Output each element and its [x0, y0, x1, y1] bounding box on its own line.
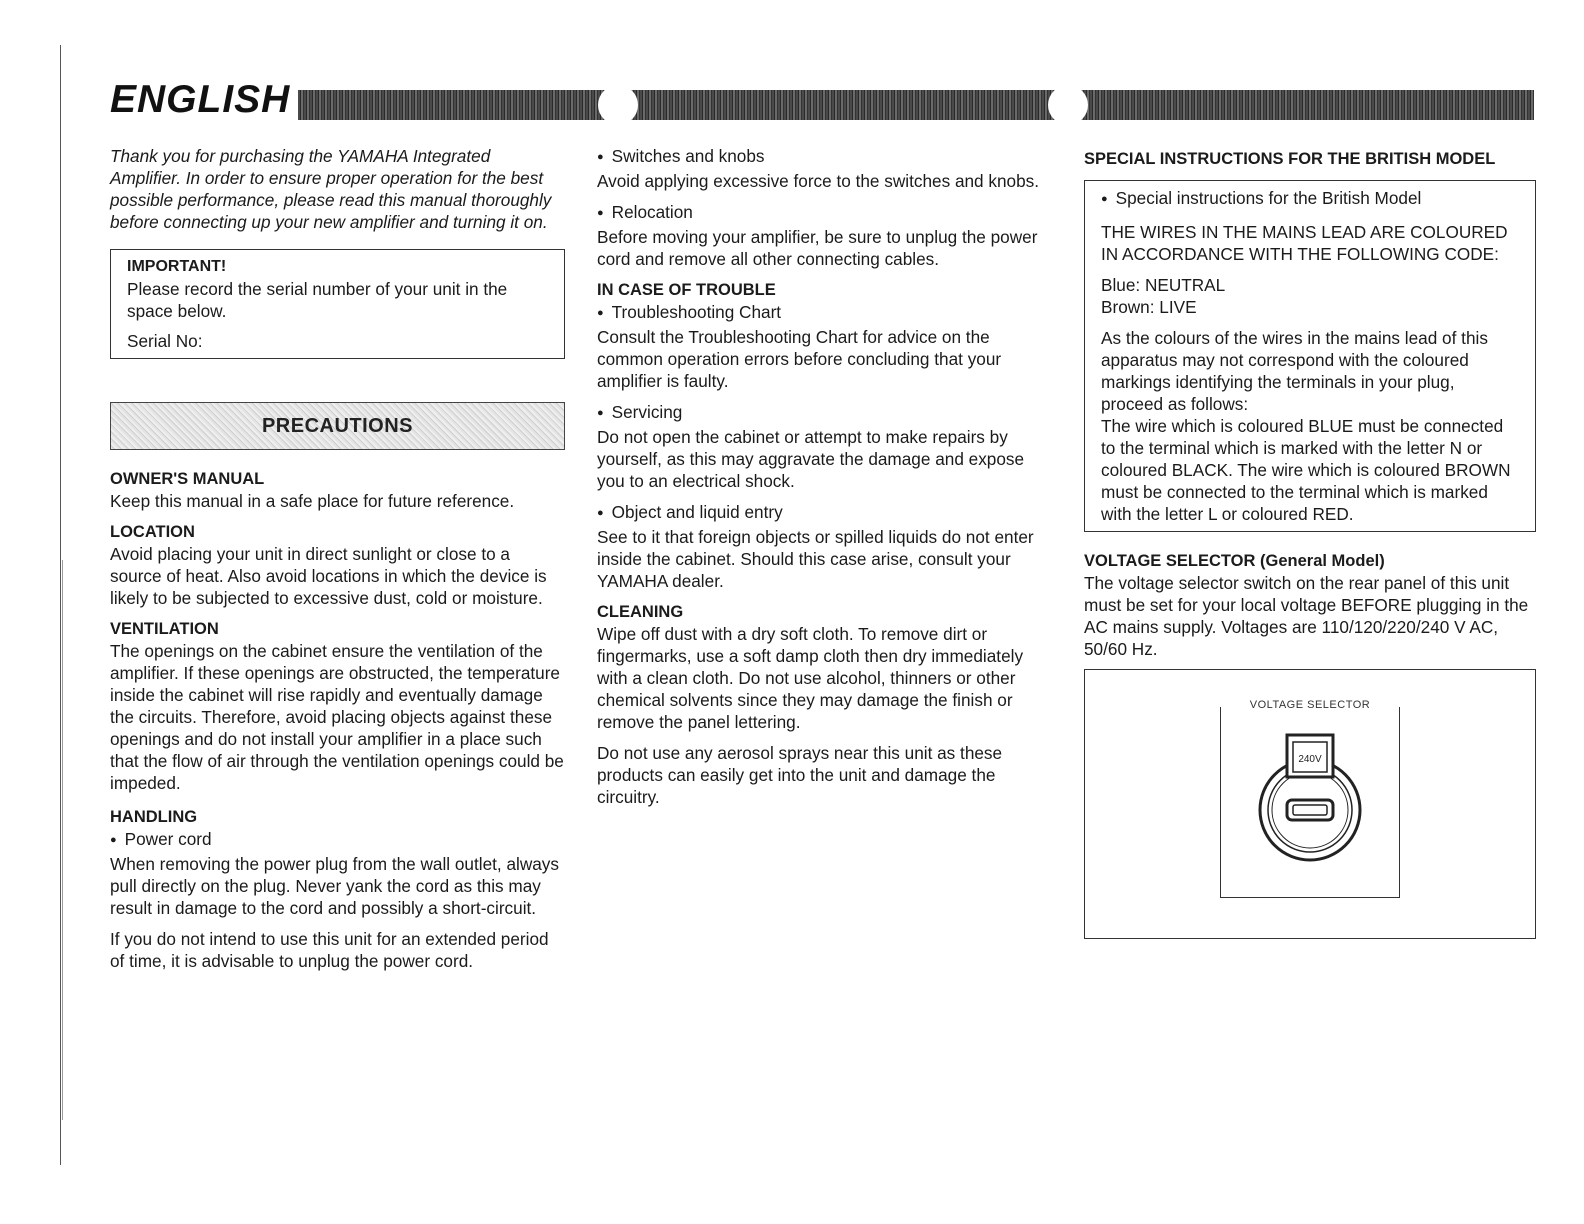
object-entry-text: See to it that foreign objects or spilled liquids do not enter inside the cabinet. Should this case arise, consult your YAMAHA dealer.: [597, 527, 1034, 591]
british-subheading: ● Special instructions for the British Model: [1101, 187, 1521, 212]
ventilation-text: The openings on the cabinet ensure the ventilation of the amplifier. If these openings are obstructed, the temperature inside the cabinet will rise rapidly and eventually damage the circuits. Therefore, avoid placing objects against these openings and do not install your amplifier in a place such that the flow of air through the ventilation openings could be impeded.: [110, 641, 564, 793]
important-title: IMPORTANT!: [127, 258, 227, 275]
troubleshooting-subheading: ● Troubleshooting Chart: [597, 301, 1052, 326]
blue-neutral: Blue: NEUTRAL: [1101, 275, 1226, 295]
language-title: ENGLISH: [110, 78, 291, 121]
important-text: Please record the serial number of your unit in the space below.: [127, 279, 508, 321]
location-text: Avoid placing your unit in direct sunlight or close to a source of heat. Also avoid locations in which the device is likely to be subjected to excessive dust, cold or moisture.: [110, 544, 547, 608]
wires-code-text: THE WIRES IN THE MAINS LEAD ARE COLOURED IN ACCORDANCE WITH THE FOLLOWING CODE:: [1101, 222, 1508, 264]
british-instructions-box: [1084, 180, 1536, 532]
power-cord-text: When removing the power plug from the wall outlet, always pull directly on the plug. Never yank the cord as this may result in damage to the cord and possibly a short-circuit.: [110, 854, 559, 918]
handling-heading: HANDLING: [110, 808, 198, 826]
power-cord-subheading: ● Power cord: [110, 828, 565, 853]
british-model-heading: SPECIAL INSTRUCTIONS FOR THE BRITISH MODEL: [1084, 150, 1496, 168]
voltage-selector-figure: [1084, 669, 1536, 939]
voltage-value: 240V: [1298, 754, 1322, 765]
column-2: [597, 145, 1052, 808]
object-entry-subheading: ● Object and liquid entry: [597, 501, 1052, 526]
page-edge-line: [62, 560, 63, 1120]
punch-hole: [1048, 85, 1088, 125]
column-3: [1084, 145, 1536, 939]
precautions-title: PRECAUTIONS: [261, 415, 414, 437]
colours-text: As the colours of the wires in the mains lead of this apparatus may not correspond with the coloured markings identifying the terminals in your plug, proceed as follows:: [1101, 328, 1488, 414]
voltage-selector-text: The voltage selector switch on the rear panel of this unit must be set for your local voltage BEFORE plugging in the AC mains supply. Voltages are 110/120/220/240 V AC, 50/60 Hz.: [1084, 573, 1529, 659]
figure-label: VOLTAGE SELECTOR: [1220, 698, 1400, 712]
switches-subheading: ● Switches and knobs: [597, 145, 1052, 170]
relocation-text: Before moving your amplifier, be sure to unplug the power cord and remove all other connecting cables.: [597, 227, 1038, 269]
location-heading: LOCATION: [110, 523, 195, 541]
important-box: [110, 249, 565, 359]
voltage-selector-heading: VOLTAGE SELECTOR (General Model): [1084, 552, 1385, 570]
aerosol-text: Do not use any aerosol sprays near this unit as these products can easily get into the unit and damage the circuitry.: [597, 743, 1003, 807]
servicing-text: Do not open the cabinet or attempt to make repairs by yourself, as this may aggravate the damage and expose you to an electrical shock.: [597, 427, 1025, 491]
precautions-banner: [110, 402, 565, 450]
intro-text: Thank you for purchasing the YAMAHA Integrated Amplifier. In order to ensure proper operation for the best possible performance, please read this manual thoroughly before connecting up your new amplifier and turning it on.: [110, 146, 552, 232]
relocation-subheading: ● Relocation: [597, 201, 1052, 226]
troubleshooting-text: Consult the Troubleshooting Chart for advice on the common operation errors before concluding that your amplifier is faulty.: [597, 327, 1002, 391]
owners-manual-heading: OWNER'S MANUAL: [110, 470, 265, 488]
servicing-subheading: ● Servicing: [597, 401, 1052, 426]
owners-manual-text: Keep this manual in a safe place for future reference.: [110, 491, 515, 511]
trouble-heading: IN CASE OF TROUBLE: [597, 281, 776, 299]
header-bar: [298, 90, 1534, 120]
extended-period-text: If you do not intend to use this unit for an extended period of time, it is advisable to unplug the power cord.: [110, 929, 549, 971]
wire-connection-text: The wire which is coloured BLUE must be connected to the terminal which is marked with the letter N or coloured BLACK. The wire which is coloured BROWN must be connected to the terminal which is marked with the letter L or coloured RED.: [1101, 416, 1511, 524]
serial-label: Serial No:: [127, 331, 203, 351]
cleaning-text: Wipe off dust with a dry soft cloth. To remove dirt or fingermarks, use a soft damp cloth then dry immediately with a clean cloth. Do not use alcohol, thinners or other chemical solvents since they may damage the finish or remove the panel lettering.: [597, 624, 1024, 732]
cleaning-heading: CLEANING: [597, 603, 684, 621]
brown-live: Brown: LIVE: [1101, 297, 1197, 317]
page-edge-line: [60, 45, 61, 1165]
punch-hole: [598, 85, 638, 125]
ventilation-heading: VENTILATION: [110, 620, 219, 638]
column-1: [110, 145, 565, 972]
voltage-switch-illustration: [1255, 730, 1365, 870]
switches-text: Avoid applying excessive force to the switches and knobs.: [597, 171, 1040, 191]
